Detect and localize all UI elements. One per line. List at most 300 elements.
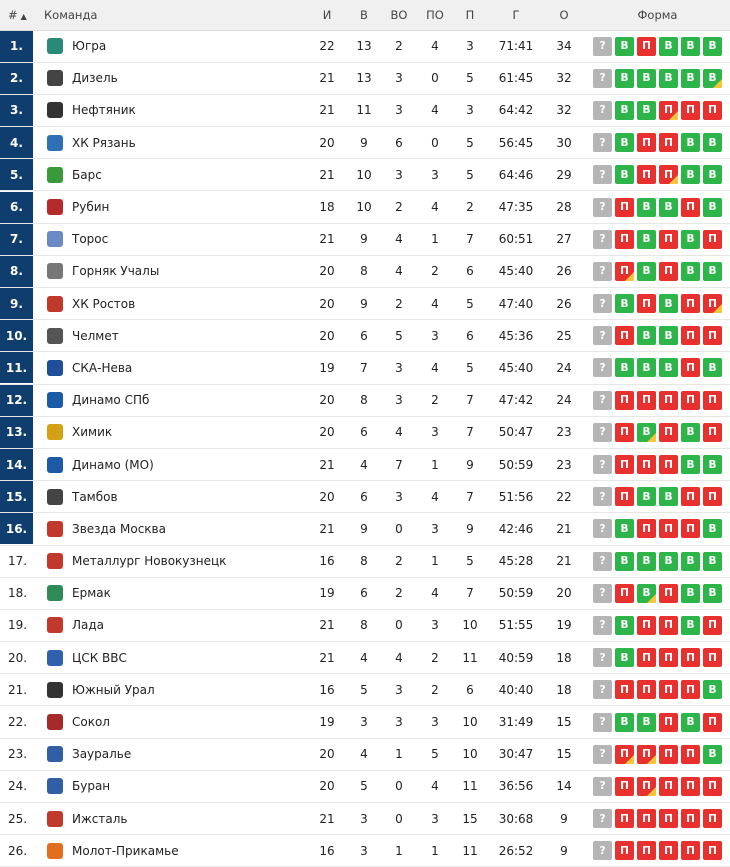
form-unknown-badge[interactable]: ?	[593, 648, 612, 667]
rank-cell: 20.	[0, 642, 33, 674]
team-cell[interactable]	[33, 609, 305, 641]
form-win-badge[interactable]: В	[703, 584, 722, 603]
team-name[interactable]: Рубин	[72, 200, 110, 215]
form-unknown-badge[interactable]: ?	[593, 326, 612, 345]
team-logo-icon	[47, 585, 63, 601]
form-win-badge[interactable]: В	[703, 552, 722, 571]
table-row[interactable]	[0, 191, 730, 223]
team-name[interactable]: Ижсталь	[72, 811, 128, 826]
form-loss-badge[interactable]: П	[637, 391, 656, 410]
team-cell[interactable]	[33, 416, 305, 448]
team-name[interactable]: Динамо СПб	[72, 393, 150, 408]
wins-cell: 6	[349, 320, 379, 352]
goals-cell: 30:47	[489, 738, 543, 770]
team-cell[interactable]	[33, 288, 305, 320]
form-loss-badge[interactable]: П	[703, 777, 722, 796]
form-unknown-badge[interactable]: ?	[593, 584, 612, 603]
form-unknown-badge[interactable]: ?	[593, 165, 612, 184]
form-win-badge[interactable]: В	[637, 584, 656, 603]
rank-cell	[0, 255, 33, 287]
form-unknown-badge[interactable]: ?	[593, 552, 612, 571]
team-name[interactable]: Металлург Новокузнецк	[72, 554, 227, 569]
form-loss-badge[interactable]: П	[659, 745, 678, 764]
header-rank[interactable]: # ▲	[0, 0, 33, 30]
team-name[interactable]: Югра	[72, 39, 107, 54]
form-win-badge[interactable]: В	[659, 358, 678, 377]
team-cell[interactable]	[33, 738, 305, 770]
form-strip	[585, 680, 730, 699]
team-cell[interactable]	[33, 30, 305, 62]
form-loss-badge[interactable]: П	[659, 262, 678, 281]
form-win-badge[interactable]: В	[703, 165, 722, 184]
team-cell[interactable]	[33, 94, 305, 126]
form-loss-badge[interactable]: П	[637, 841, 656, 860]
form-unknown-badge[interactable]: ?	[593, 680, 612, 699]
games-cell: 22	[305, 30, 349, 62]
form-loss-badge[interactable]: П	[637, 133, 656, 152]
form-loss-badge[interactable]: П	[681, 326, 700, 345]
form-win-badge[interactable]: В	[703, 745, 722, 764]
form-win-badge[interactable]: В	[637, 198, 656, 217]
form-loss-badge[interactable]: П	[681, 777, 700, 796]
form-unknown-badge[interactable]: ?	[593, 262, 612, 281]
table-row[interactable]	[0, 609, 730, 641]
form-unknown-badge[interactable]: ?	[593, 69, 612, 88]
form-win-badge[interactable]: В	[615, 294, 634, 313]
form-win-badge[interactable]: В	[637, 326, 656, 345]
table-row[interactable]	[0, 94, 730, 126]
team-logo-icon	[47, 778, 63, 794]
form-loss-badge[interactable]: П	[703, 713, 722, 732]
form-strip	[585, 519, 730, 538]
table-row[interactable]	[0, 674, 730, 706]
form-loss-badge[interactable]: П	[637, 519, 656, 538]
team-cell[interactable]	[33, 674, 305, 706]
form-unknown-badge[interactable]: ?	[593, 101, 612, 120]
form-loss-badge[interactable]: П	[615, 777, 634, 796]
form-unknown-badge[interactable]: ?	[593, 777, 612, 796]
points-cell: 18	[543, 674, 585, 706]
table-row[interactable]	[0, 577, 730, 609]
form-loss-badge[interactable]: П	[681, 101, 700, 120]
form-loss-badge[interactable]: П	[659, 616, 678, 635]
team-name[interactable]: Нефтяник	[72, 103, 136, 118]
form-win-badge[interactable]: В	[659, 198, 678, 217]
form-win-badge[interactable]: В	[681, 69, 700, 88]
team-name[interactable]: Тамбов	[72, 489, 118, 504]
form-win-badge[interactable]: В	[615, 133, 634, 152]
rank-badge: 16.	[0, 513, 33, 544]
form-win-badge[interactable]: В	[681, 455, 700, 474]
table-row[interactable]	[0, 706, 730, 738]
losses-cell: 7	[451, 223, 489, 255]
wins-cell: 8	[349, 609, 379, 641]
header-games[interactable]: И	[305, 0, 349, 30]
team-name[interactable]: Челмет	[72, 328, 119, 343]
form-loss-badge[interactable]: П	[659, 133, 678, 152]
ot-wins-cell: 3	[379, 674, 419, 706]
form-unknown-badge[interactable]: ?	[593, 487, 612, 506]
form-loss-badge[interactable]: П	[615, 198, 634, 217]
table-row[interactable]	[0, 448, 730, 480]
form-win-badge[interactable]: В	[681, 584, 700, 603]
form-loss-badge[interactable]: П	[659, 391, 678, 410]
form-loss-badge[interactable]: П	[637, 616, 656, 635]
form-loss-badge[interactable]: П	[659, 777, 678, 796]
points-cell: 34	[543, 30, 585, 62]
form-strip	[585, 487, 730, 506]
form-win-badge[interactable]: В	[637, 713, 656, 732]
form-loss-badge[interactable]: П	[681, 294, 700, 313]
team-cell[interactable]	[33, 803, 305, 835]
form-win-badge[interactable]: В	[637, 552, 656, 571]
team-cell[interactable]	[33, 384, 305, 416]
team-cell[interactable]	[33, 481, 305, 513]
form-win-badge[interactable]: В	[681, 230, 700, 249]
form-loss-badge[interactable]: П	[703, 487, 722, 506]
form-loss-badge[interactable]: П	[659, 713, 678, 732]
form-loss-badge[interactable]: П	[681, 745, 700, 764]
form-win-badge[interactable]: В	[637, 423, 656, 442]
points-cell: 15	[543, 738, 585, 770]
team-name[interactable]: Ермак	[72, 586, 111, 601]
table-row[interactable]	[0, 545, 730, 577]
team-cell[interactable]	[33, 127, 305, 159]
form-loss-badge[interactable]: П	[703, 326, 722, 345]
form-win-badge[interactable]: В	[681, 262, 700, 281]
team-name[interactable]: Дизель	[72, 71, 118, 86]
rank-badge: 15.	[0, 481, 33, 512]
form-loss-badge[interactable]: П	[659, 101, 678, 120]
form-win-badge[interactable]: В	[681, 552, 700, 571]
table-row[interactable]	[0, 320, 730, 352]
form-win-badge[interactable]: В	[659, 37, 678, 56]
rank-cell	[0, 223, 33, 255]
form-win-badge[interactable]: В	[703, 133, 722, 152]
form-loss-badge[interactable]: П	[615, 841, 634, 860]
team-name[interactable]: Звезда Москва	[72, 521, 166, 536]
form-win-badge[interactable]: В	[681, 133, 700, 152]
team-cell[interactable]	[33, 448, 305, 480]
form-win-badge[interactable]: В	[615, 101, 634, 120]
team-name[interactable]: СКА-Нева	[72, 360, 133, 375]
points-cell: 18	[543, 642, 585, 674]
form-unknown-badge[interactable]: ?	[593, 841, 612, 860]
ot-losses-cell: 1	[419, 545, 451, 577]
header-ot-wins[interactable]: ВО	[379, 0, 419, 30]
team-cell[interactable]	[33, 191, 305, 223]
form-win-badge[interactable]: В	[681, 713, 700, 732]
form-win-badge[interactable]: В	[615, 519, 634, 538]
form-win-badge[interactable]: В	[615, 648, 634, 667]
rank-cell: 23.	[0, 738, 33, 770]
table-row[interactable]	[0, 770, 730, 802]
table-row[interactable]	[0, 738, 730, 770]
wins-cell: 6	[349, 416, 379, 448]
form-loss-badge[interactable]: П	[637, 680, 656, 699]
form-unknown-badge[interactable]: ?	[593, 713, 612, 732]
form-loss-badge[interactable]: П	[703, 101, 722, 120]
form-loss-badge[interactable]: П	[659, 584, 678, 603]
form-strip	[585, 455, 730, 474]
form-win-badge[interactable]: В	[703, 358, 722, 377]
form-unknown-badge[interactable]: ?	[593, 519, 612, 538]
form-unknown-badge[interactable]: ?	[593, 230, 612, 249]
form-win-badge[interactable]: В	[659, 294, 678, 313]
form-win-badge[interactable]: В	[637, 101, 656, 120]
team-name[interactable]: ХК Ростов	[72, 296, 136, 311]
form-win-badge[interactable]: В	[637, 230, 656, 249]
form-loss-badge[interactable]: П	[637, 37, 656, 56]
form-unknown-badge[interactable]: ?	[593, 198, 612, 217]
table-row[interactable]	[0, 159, 730, 191]
form-cell	[585, 835, 730, 867]
table-row[interactable]	[0, 481, 730, 513]
team-name[interactable]: Торос	[72, 232, 109, 247]
table-row[interactable]	[0, 255, 730, 287]
team-cell[interactable]	[33, 352, 305, 384]
team-name[interactable]: Динамо (МО)	[72, 457, 154, 472]
table-row[interactable]	[0, 127, 730, 159]
form-win-badge[interactable]: В	[637, 262, 656, 281]
form-loss-badge[interactable]: П	[615, 584, 634, 603]
form-loss-badge[interactable]: П	[615, 423, 634, 442]
header-goals[interactable]: Г	[489, 0, 543, 30]
team-name[interactable]: Зауралье	[72, 747, 132, 762]
form-loss-badge[interactable]: П	[681, 841, 700, 860]
form-loss-badge[interactable]: П	[703, 423, 722, 442]
header-form: Форма	[585, 0, 730, 30]
team-logo-icon	[47, 746, 63, 762]
form-win-badge[interactable]: В	[703, 519, 722, 538]
team-name[interactable]: Сокол	[72, 715, 110, 730]
rank-badge: 2.	[0, 63, 33, 94]
table-row[interactable]	[0, 352, 730, 384]
ot-losses-cell: 0	[419, 62, 451, 94]
form-loss-badge[interactable]: П	[681, 487, 700, 506]
form-loss-badge[interactable]: П	[615, 326, 634, 345]
team-name[interactable]: Барс	[72, 167, 102, 182]
form-unknown-badge[interactable]: ?	[593, 37, 612, 56]
team-cell[interactable]	[33, 706, 305, 738]
form-loss-badge[interactable]: П	[637, 455, 656, 474]
header-losses[interactable]: П	[451, 0, 489, 30]
points-cell: 23	[543, 416, 585, 448]
form-loss-badge[interactable]: П	[681, 680, 700, 699]
table-row[interactable]	[0, 223, 730, 255]
rank-cell	[0, 159, 33, 191]
team-logo-icon	[47, 38, 63, 54]
form-unknown-badge[interactable]: ?	[593, 423, 612, 442]
form-loss-badge[interactable]: П	[659, 455, 678, 474]
form-loss-badge[interactable]: П	[703, 809, 722, 828]
form-loss-badge[interactable]: П	[615, 262, 634, 281]
form-unknown-badge[interactable]: ?	[593, 294, 612, 313]
form-win-badge[interactable]: В	[615, 165, 634, 184]
form-loss-badge[interactable]: П	[637, 777, 656, 796]
goals-cell: 47:42	[489, 384, 543, 416]
team-cell[interactable]	[33, 577, 305, 609]
form-unknown-badge[interactable]: ?	[593, 616, 612, 635]
form-loss-badge[interactable]: П	[681, 648, 700, 667]
form-loss-badge[interactable]: П	[659, 680, 678, 699]
form-win-badge[interactable]: В	[637, 487, 656, 506]
table-row[interactable]	[0, 384, 730, 416]
form-win-badge[interactable]: В	[615, 69, 634, 88]
form-unknown-badge[interactable]: ?	[593, 809, 612, 828]
ot-losses-cell: 3	[419, 320, 451, 352]
form-loss-badge[interactable]: П	[659, 423, 678, 442]
losses-cell: 11	[451, 642, 489, 674]
table-row[interactable]	[0, 642, 730, 674]
form-loss-badge[interactable]: П	[615, 391, 634, 410]
form-loss-badge[interactable]: П	[703, 391, 722, 410]
team-cell[interactable]	[33, 835, 305, 867]
team-name[interactable]: Химик	[72, 425, 113, 440]
form-loss-badge[interactable]: П	[659, 648, 678, 667]
form-unknown-badge[interactable]: ?	[593, 391, 612, 410]
team-name[interactable]: Горняк Учалы	[72, 264, 160, 279]
header-points[interactable]: О	[543, 0, 585, 30]
form-win-badge[interactable]: В	[681, 423, 700, 442]
ot-wins-cell: 1	[379, 835, 419, 867]
form-win-badge[interactable]: В	[681, 616, 700, 635]
form-win-badge[interactable]: В	[615, 37, 634, 56]
table-row[interactable]	[0, 416, 730, 448]
table-row[interactable]	[0, 288, 730, 320]
form-win-badge[interactable]: В	[703, 680, 722, 699]
form-win-badge[interactable]: В	[637, 358, 656, 377]
form-win-badge[interactable]: В	[703, 37, 722, 56]
wins-cell: 5	[349, 770, 379, 802]
team-cell[interactable]	[33, 320, 305, 352]
goals-cell: 64:46	[489, 159, 543, 191]
team-cell[interactable]	[33, 513, 305, 545]
form-win-badge[interactable]: В	[681, 37, 700, 56]
points-cell: 24	[543, 352, 585, 384]
form-loss-badge[interactable]: П	[615, 745, 634, 764]
form-win-badge[interactable]: В	[659, 487, 678, 506]
form-loss-badge[interactable]: П	[703, 294, 722, 313]
ot-losses-cell: 5	[419, 738, 451, 770]
ot-losses-cell: 0	[419, 127, 451, 159]
team-name[interactable]: ЦСК ВВС	[72, 650, 127, 665]
form-loss-badge[interactable]: П	[681, 198, 700, 217]
form-loss-badge[interactable]: П	[703, 841, 722, 860]
team-cell[interactable]	[33, 223, 305, 255]
form-loss-badge[interactable]: П	[637, 294, 656, 313]
games-cell: 21	[305, 609, 349, 641]
form-win-badge[interactable]: В	[659, 326, 678, 345]
form-loss-badge[interactable]: П	[681, 519, 700, 538]
form-unknown-badge[interactable]: ?	[593, 133, 612, 152]
wins-cell: 11	[349, 94, 379, 126]
form-loss-badge[interactable]: П	[637, 745, 656, 764]
form-loss-badge[interactable]: П	[659, 519, 678, 538]
team-cell[interactable]	[33, 159, 305, 191]
team-name[interactable]: Лада	[72, 618, 105, 633]
team-cell[interactable]	[33, 255, 305, 287]
form-win-badge[interactable]: В	[703, 198, 722, 217]
form-unknown-badge[interactable]: ?	[593, 358, 612, 377]
form-loss-badge[interactable]: П	[703, 616, 722, 635]
form-win-badge[interactable]: В	[615, 713, 634, 732]
form-loss-badge[interactable]: П	[659, 809, 678, 828]
ot-wins-cell: 3	[379, 62, 419, 94]
form-loss-badge[interactable]: П	[659, 230, 678, 249]
ot-losses-cell: 3	[419, 513, 451, 545]
form-win-badge[interactable]: В	[659, 69, 678, 88]
form-loss-badge[interactable]: П	[637, 809, 656, 828]
form-win-badge[interactable]: В	[703, 262, 722, 281]
games-cell: 21	[305, 642, 349, 674]
table-row[interactable]	[0, 30, 730, 62]
form-loss-badge[interactable]: П	[681, 358, 700, 377]
form-loss-badge[interactable]: П	[637, 165, 656, 184]
header-ot-losses[interactable]: ПО	[419, 0, 451, 30]
goals-cell: 26:52	[489, 835, 543, 867]
form-loss-badge[interactable]: П	[615, 680, 634, 699]
form-win-badge[interactable]: В	[703, 455, 722, 474]
form-unknown-badge[interactable]: ?	[593, 745, 612, 764]
form-loss-badge[interactable]: П	[703, 230, 722, 249]
losses-cell: 7	[451, 384, 489, 416]
ot-losses-cell: 4	[419, 191, 451, 223]
form-loss-badge[interactable]: П	[637, 648, 656, 667]
team-cell[interactable]	[33, 642, 305, 674]
form-strip	[585, 358, 730, 377]
form-loss-badge[interactable]: П	[703, 648, 722, 667]
form-loss-badge[interactable]: П	[659, 165, 678, 184]
team-name[interactable]: ХК Рязань	[72, 135, 136, 150]
form-loss-badge[interactable]: П	[681, 809, 700, 828]
wins-cell: 8	[349, 545, 379, 577]
team-cell[interactable]	[33, 770, 305, 802]
form-loss-badge[interactable]: П	[681, 391, 700, 410]
table-row[interactable]	[0, 803, 730, 835]
form-win-badge[interactable]: В	[615, 358, 634, 377]
table-row[interactable]	[0, 62, 730, 94]
table-row[interactable]	[0, 513, 730, 545]
team-cell[interactable]	[33, 545, 305, 577]
form-loss-badge[interactable]: П	[615, 809, 634, 828]
form-loss-badge[interactable]: П	[615, 230, 634, 249]
form-win-badge[interactable]: В	[637, 69, 656, 88]
rank-cell	[0, 94, 33, 126]
header-team[interactable]: Команда	[33, 0, 305, 30]
form-win-badge[interactable]: В	[659, 552, 678, 571]
form-loss-badge[interactable]: П	[659, 841, 678, 860]
team-name[interactable]: Буран	[72, 779, 111, 794]
sort-asc-icon[interactable]: ▲	[20, 11, 27, 21]
form-unknown-badge[interactable]: ?	[593, 455, 612, 474]
table-row[interactable]	[0, 835, 730, 867]
ot-losses-cell: 4	[419, 481, 451, 513]
form-win-badge[interactable]: В	[615, 552, 634, 571]
points-cell: 32	[543, 94, 585, 126]
form-loss-badge[interactable]: П	[615, 487, 634, 506]
form-win-badge[interactable]: В	[703, 69, 722, 88]
team-name[interactable]: Молот-Прикамье	[72, 843, 179, 858]
form-loss-badge[interactable]: П	[615, 455, 634, 474]
team-cell[interactable]	[33, 62, 305, 94]
header-wins[interactable]: В	[349, 0, 379, 30]
games-cell: 20	[305, 288, 349, 320]
form-win-badge[interactable]: В	[681, 165, 700, 184]
form-win-badge[interactable]: В	[615, 616, 634, 635]
team-name[interactable]: Южный Урал	[72, 682, 155, 697]
points-cell: 9	[543, 835, 585, 867]
